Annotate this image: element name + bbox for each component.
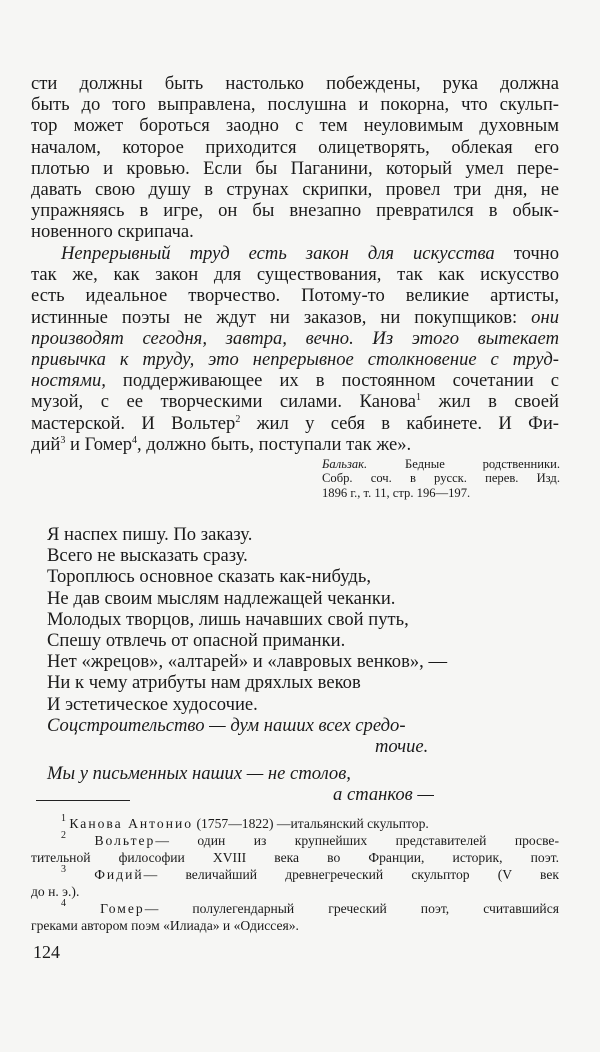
footnote-text: — один из крупнейших представителей просве- bbox=[155, 833, 559, 848]
prose-line: есть идеальное творчество. Потому-то великие артисты, bbox=[31, 285, 559, 307]
footnote-mark: 1 bbox=[61, 813, 66, 824]
prose-line: быть до того выправлена, послушна и покорна, что скульп- bbox=[31, 94, 559, 116]
poem bbox=[47, 524, 477, 806]
text: дий bbox=[31, 433, 61, 455]
text: жил в своей bbox=[420, 391, 560, 413]
footnote-mark: 3 bbox=[61, 864, 66, 875]
prose-line: сти должны быть настолько побеждены, рука должна bbox=[31, 73, 559, 94]
prose-line: тор может бороться заодно с тем неуловимым духовным bbox=[31, 115, 559, 137]
citation-author: Бальзак. bbox=[322, 457, 368, 471]
prose-line: привычка к труду, это непрерывное столкновение с труд- bbox=[31, 349, 559, 371]
footnote-text: — полулегендарный греческий поэт, считавшийся bbox=[144, 901, 559, 916]
poem-line: И эстетическое худосочие. bbox=[47, 693, 258, 715]
footnote-name: Вольтер bbox=[94, 833, 156, 848]
footnote-text: — величайший древнегреческий скульптор (V век bbox=[143, 867, 560, 882]
prose-line bbox=[31, 243, 559, 264]
poem-line-continuation: точие. bbox=[375, 736, 429, 758]
footnote-4 bbox=[31, 900, 559, 917]
poem-line-continuation: а станков — bbox=[333, 784, 434, 806]
prose-line bbox=[31, 391, 559, 412]
citation-line bbox=[322, 457, 560, 471]
source-citation bbox=[322, 457, 560, 500]
prose-paragraph-2 bbox=[31, 243, 559, 455]
italic-text: ностями, bbox=[31, 370, 106, 392]
text: мастерской. И Вольтер bbox=[31, 412, 236, 434]
footnote-name: Фидий bbox=[94, 867, 144, 882]
prose-line: упражняясь в игре, он бы внезапно превратился в обык- bbox=[31, 200, 559, 222]
prose-line: плотью и кровью. Если бы Паганини, который умел пере- bbox=[31, 157, 559, 179]
text: и Гомер bbox=[65, 433, 132, 455]
poem-line: Не дав своим мыслям надлежащей чеканки. bbox=[47, 587, 396, 609]
footnote-divider bbox=[36, 800, 130, 801]
prose-line bbox=[31, 434, 559, 455]
citation-line: Собр. соч. в русск. перев. Изд. bbox=[322, 471, 560, 486]
footnotes bbox=[31, 815, 559, 934]
prose-line: производят сегодня, завтра, вечно. Из этого вытекает bbox=[31, 327, 559, 349]
prose-line: началом, которое приходится олицетворять, облекая его bbox=[31, 136, 559, 158]
footnote-mark: 2 bbox=[61, 830, 66, 841]
footnote-mark: 4 bbox=[61, 898, 66, 909]
footnote-3 bbox=[31, 866, 559, 883]
footnote-1 bbox=[31, 815, 559, 832]
page-number: 124 bbox=[33, 942, 60, 962]
poem-line: Спешу отвлечь от опасной приманки. bbox=[47, 630, 346, 652]
prose-line bbox=[31, 413, 559, 434]
footnote-text: (1757—1822) —итальянский скульптор. bbox=[193, 816, 429, 831]
footnote-ref: 1 bbox=[415, 392, 421, 404]
text: поддерживающее их в постоянном сочетании с bbox=[105, 370, 559, 392]
text: жил у себя в кабинете. И Фи- bbox=[240, 412, 559, 434]
poem-line: Ни к чему атрибуты нам дряхлых веков bbox=[47, 672, 361, 694]
text: музой, с ее творческими силами. Канова bbox=[31, 391, 416, 413]
prose-line bbox=[31, 307, 559, 328]
poem-line-italic: Мы у письменных наших — не столов, bbox=[47, 763, 351, 785]
poem-line: Всего не высказать сразу. bbox=[47, 545, 248, 567]
text: точно bbox=[494, 243, 559, 264]
footnote-ref: 3 bbox=[60, 434, 66, 446]
poem-line: Я наспех пишу. По заказу. bbox=[47, 524, 253, 545]
footnote-3-cont: до н. э.). bbox=[31, 884, 80, 899]
italic-text: они bbox=[531, 306, 559, 328]
footnote-name: Канова Антонио bbox=[69, 816, 194, 831]
italic-text: Непрерывный труд есть закон для искусства bbox=[61, 243, 495, 264]
poem-line: Молодых творцов, лишь начавших свой путь, bbox=[47, 608, 409, 630]
footnote-2-cont: тительной философии XVIII века во Франции, историк, поэт. bbox=[31, 850, 559, 865]
footnote-ref: 4 bbox=[132, 434, 137, 446]
text: , должно быть, поступали так же». bbox=[137, 433, 412, 455]
prose-line: новенного скрипача. bbox=[31, 221, 194, 243]
poem-line-italic: Соцстроительство — дум наших всех средо- bbox=[47, 714, 406, 736]
prose-paragraph-1 bbox=[31, 73, 559, 243]
text: истинные поэты не ждут ни заказов, ни покупщиков: bbox=[31, 306, 532, 328]
poem-line: Нет «жрецов», «алтарей» и «лавровых венков», — bbox=[47, 651, 448, 673]
footnote-name: Гомер bbox=[100, 901, 145, 916]
prose-line: давать свою душу в струнах скрипки, провел три дня, не bbox=[31, 179, 559, 201]
footnote-4-cont: греками автором поэм «Илиада» и «Одиссея». bbox=[31, 918, 299, 933]
citation-line: 1896 г., т. 11, стр. 196—197. bbox=[322, 485, 471, 500]
prose-line bbox=[31, 370, 559, 391]
footnote-ref: 2 bbox=[235, 413, 241, 425]
poem-line: Тороплюсь основное сказать как-нибудь, bbox=[47, 566, 371, 588]
footnote-2 bbox=[31, 832, 559, 849]
text: Бедные родственники. bbox=[367, 457, 560, 471]
prose-line: так же, как закон для существования, так как искусство bbox=[31, 264, 559, 286]
